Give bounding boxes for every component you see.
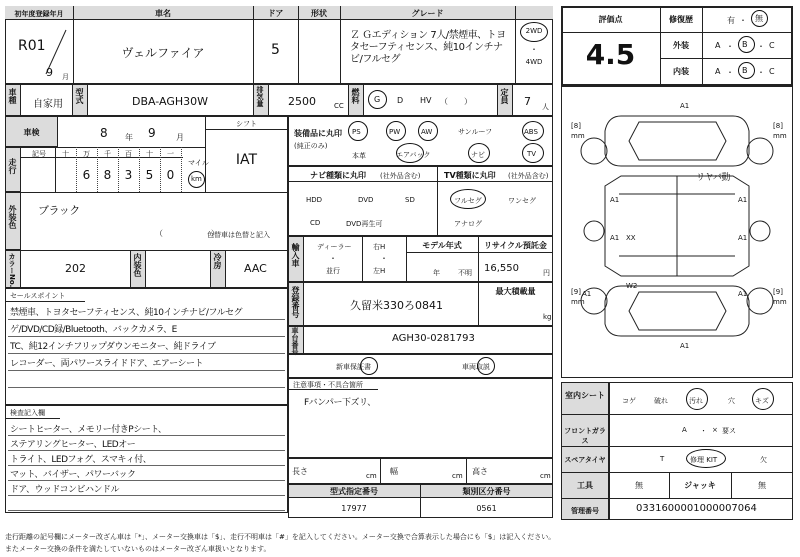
mileage-digit: 8	[103, 168, 112, 182]
shift-value: IAT	[235, 152, 258, 168]
doc-manual: 車両取説	[462, 363, 490, 371]
notes-text: Fバンパー下ズリ、	[304, 398, 376, 408]
notes-label: 注意事項・不具合箇所	[293, 381, 363, 389]
damage-a1: A1	[738, 234, 748, 242]
inspection-month: 9	[148, 126, 156, 140]
notes-box	[288, 378, 553, 458]
navi-sd: SD	[405, 196, 415, 204]
mileage-mark-label: 記号	[32, 150, 46, 158]
mileage-unit-label: 一	[167, 150, 174, 158]
slash-icon	[40, 28, 70, 78]
load-label: 最大積載量	[495, 287, 536, 296]
seat-burn: コゲ	[622, 397, 636, 405]
car-name-label: 車名	[155, 9, 171, 18]
mileage-digit: 6	[82, 168, 91, 182]
tv-label: TV種類に丸印	[444, 171, 496, 180]
windshield-label: フロントガラス	[564, 427, 606, 445]
sales-line: 禁煙車、トヨタセーフティセンス、純10インチナビ/フルセグ	[10, 308, 243, 318]
seat-dirt: 汚れ	[689, 397, 703, 405]
damage-a1: A1	[738, 196, 748, 204]
mileage-unit-label: 十	[146, 150, 153, 158]
int-label: 内装	[673, 67, 689, 76]
navi-label: ナビ種類に丸印	[310, 171, 366, 180]
mile-label: マイル	[188, 159, 209, 167]
mileage-unit-label: 十	[62, 150, 69, 158]
equip-airbag: エアバック	[396, 151, 431, 159]
sales-line: TC、純12インチフリップダウンモニター、純ドライブ	[10, 342, 216, 352]
tools-label: 工具	[577, 481, 593, 490]
ext-c: C	[769, 41, 775, 50]
ext-b: B	[742, 40, 748, 49]
equip-label: 装備品に丸印	[294, 129, 342, 138]
mileage-digit: 5	[145, 168, 154, 182]
reg-year: R01	[18, 38, 46, 54]
navi-dvd-play: DVD再生可	[346, 220, 383, 228]
inspection-label: 車検	[23, 128, 40, 137]
drive-4wd: 4WD	[525, 58, 543, 66]
reg-year-label: 初年度登録年月	[14, 10, 64, 18]
ac-value: AAC	[244, 262, 267, 275]
footer-line2: またメーター交換の条件を満たしていないものはメーター改ざん車扱いとなります。	[5, 545, 271, 553]
use-label: 車種	[8, 88, 17, 104]
shape-label: 形状	[311, 9, 327, 18]
dims-box	[288, 458, 553, 484]
repair-no: 無	[755, 14, 763, 23]
import-right: 右H	[373, 243, 386, 251]
ext-a: A	[715, 41, 721, 50]
model-year-unknown: 不明	[458, 269, 472, 277]
regno-label: 登録番号	[291, 286, 300, 318]
color-value: ブラック	[38, 204, 80, 217]
import-left: 左H	[373, 267, 386, 275]
fuel-g: G	[374, 95, 381, 104]
mgmt-value: 0331600001000007064	[636, 503, 757, 514]
displacement: 2500	[288, 95, 316, 108]
damage-a1: A1	[610, 234, 620, 242]
model-year-label: モデル年式	[422, 241, 462, 250]
equip-aw: AW	[421, 128, 433, 136]
ac-label: 冷房	[213, 253, 222, 269]
inspector-line: マット、バイザー、パワーバック	[10, 470, 136, 480]
score-value: 4.5	[585, 38, 636, 71]
equip-navi: ナビ	[471, 151, 485, 159]
sales-label: セールスポイント	[10, 292, 66, 300]
damage-xx: XX	[626, 234, 636, 242]
sales-line: ゲ/DVD/CD録/Bluetooth、バックカメラ、E	[10, 325, 177, 335]
seat-tear: 破れ	[654, 397, 668, 405]
cc-unit: CC	[334, 102, 344, 110]
int-color-label: 内装色	[133, 253, 142, 277]
inspector-label: 検査記入欄	[10, 409, 45, 417]
month-unit: 月	[62, 73, 69, 81]
mileage-digit: 3	[124, 168, 133, 182]
class-label: 類別区分番号	[462, 487, 511, 496]
repair-yes: 有	[727, 16, 735, 25]
score-label: 評価点	[598, 15, 623, 24]
navi-dvd: DVD	[358, 196, 374, 204]
docs-box	[288, 354, 553, 378]
inspection-year: 8	[100, 126, 108, 140]
damage-a1: A1	[738, 290, 748, 298]
tv-analog: アナログ	[454, 220, 482, 228]
recycle-value: 16,550	[484, 263, 519, 274]
car-name: ヴェルファイア	[121, 46, 205, 60]
int-a: A	[715, 67, 721, 76]
seat-scratch: キズ	[755, 397, 769, 405]
color-note: 色替車は色替と記入	[207, 231, 270, 239]
fuel-hv: HV	[420, 96, 432, 105]
recycle-label: リサイクル預託金	[484, 241, 547, 250]
spare-label: スペアタイヤ	[564, 456, 606, 464]
damage-a1: A1	[680, 102, 690, 110]
grade-label: グレード	[411, 9, 444, 18]
import-parallel: 並行	[326, 267, 340, 275]
mileage-unit-label: 千	[104, 150, 111, 158]
seat-label: 室内シート	[565, 391, 605, 400]
km-label: km	[191, 175, 202, 183]
mgmt-label: 管理番号	[571, 507, 599, 515]
divider	[660, 58, 793, 59]
import-label: 輸入車	[291, 243, 300, 267]
int-c: C	[769, 67, 775, 76]
fuel-etc: （ ）	[440, 97, 472, 106]
equip-ps: PS	[352, 128, 361, 136]
grade-text: Ｚ Ｇエディション 7人/禁煙車、トヨタセーフティセンス、純10インチナビ/フルセグ	[350, 30, 506, 65]
navi-hdd: HDD	[306, 196, 323, 204]
chassis-value: AGH30-0281793	[392, 333, 475, 344]
chassis-label: 車台番号	[291, 327, 299, 355]
spare-repair-kit: 修理 KIT	[690, 456, 718, 464]
typeno-label: 型式指定番号	[330, 487, 378, 496]
cap-label: 定員	[500, 88, 509, 104]
model: DBA-AGH30W	[132, 95, 209, 108]
equip-pw: PW	[389, 128, 401, 136]
damage-a1: A1	[680, 342, 690, 350]
tv-oneseg: ワンセグ	[508, 197, 536, 205]
model-label: 型式	[75, 88, 84, 104]
seat-hole: 穴	[728, 397, 735, 405]
mileage-digit: 0	[166, 168, 175, 182]
damage-note: リヤバ動	[696, 173, 730, 183]
inspector-line: ドア、ウッドコンビハンドル	[10, 485, 119, 495]
equip-sunroof: サンルーフ	[458, 128, 493, 136]
damage-w2: W2	[626, 282, 638, 290]
navi-cd: CD	[310, 219, 321, 227]
door-count: 5	[271, 42, 280, 58]
equip-tv: TV	[527, 150, 537, 158]
regno-value: 久留米330ろ0841	[350, 299, 443, 312]
divider	[515, 6, 516, 84]
damage-a1: A1	[610, 196, 620, 204]
cap-unit: 人	[542, 103, 549, 111]
int-b: B	[742, 66, 748, 75]
color-label: 外装色	[8, 205, 17, 229]
divider	[561, 32, 793, 33]
car-damage-diagram	[561, 86, 793, 378]
colorno-value: 202	[65, 262, 86, 275]
disp-label: 排気量	[256, 86, 264, 107]
mileage-label: 走行	[8, 158, 17, 174]
repair-label: 修復歴	[669, 15, 693, 24]
mileage-unit-label: 百	[125, 150, 132, 158]
equip-abs: ABS	[524, 128, 538, 136]
equip-leather: 本革	[352, 152, 366, 160]
class-value: 0561	[476, 504, 497, 513]
drive-dot: ・	[530, 45, 538, 54]
equip-sub: (純正のみ)	[294, 142, 328, 150]
tv-fullseg: フルセグ	[454, 197, 482, 205]
drive-2wd: 2WD	[525, 27, 543, 35]
jack-label: ジャッキ	[684, 481, 716, 490]
fuel-label: 燃料	[351, 88, 360, 104]
reg-month: 9	[46, 66, 53, 79]
colorno-label: カラーNo.	[8, 253, 16, 288]
inspector-line: ステアリングヒーター、LEDオー	[10, 440, 136, 450]
fuel-d: D	[397, 96, 404, 105]
inspector-line: トライト、LEDフォグ、スマキィ付、	[10, 455, 152, 465]
footer-line1: 走行距離の記号欄にメーター改ざん車は「*」、メーター交換車は「$」、走行不明車は「#」を記入してください。メーター交換で合算表示した場合にも「$」は記入ください。	[5, 533, 556, 541]
inspector-line: シートヒーター、メモリー付きPシート、	[10, 425, 167, 435]
sales-line: レコーダー、両パワースライドドア、エアーシート	[10, 359, 203, 369]
use-value: 自家用	[33, 99, 63, 110]
ext-label: 外装	[673, 41, 689, 50]
capacity: 7	[524, 95, 531, 108]
typeno-value: 17977	[341, 504, 367, 513]
mileage-unit-label: 万	[83, 150, 90, 158]
import-dealer: ディーラー	[317, 243, 352, 251]
shift-label: シフト	[236, 120, 257, 128]
doc-warranty: 新車保証書	[336, 363, 371, 371]
damage-a1: A1	[582, 290, 592, 298]
divider	[702, 6, 703, 86]
door-label: ドア	[267, 9, 284, 18]
